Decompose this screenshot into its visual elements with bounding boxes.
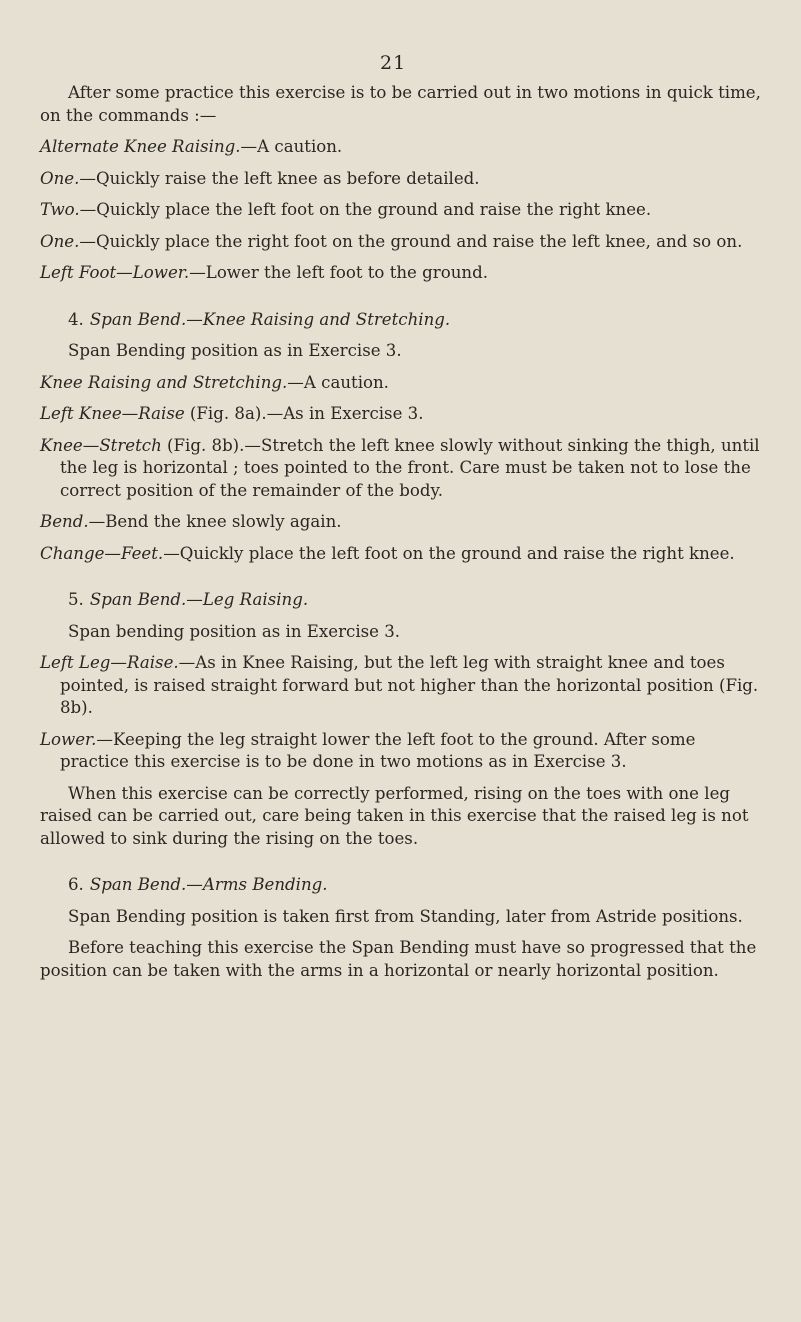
page-content xyxy=(40,82,769,982)
body-paragraph: Before teaching this exercise the Span Bending must have so progressed that the position can be taken with the arms in a horizontal or nearly horizontal position. xyxy=(40,938,757,980)
command-line xyxy=(40,511,769,534)
command-line xyxy=(40,435,769,503)
command-text: (Fig. 8a).—As in Exercise 3. xyxy=(184,404,424,423)
command-text: —Quickly place the left foot on the ground and raise the right knee. xyxy=(79,200,652,219)
section-heading-6 xyxy=(40,874,769,897)
intro-paragraph: After some practice this exercise is to be carried out in two motions in quick time, on the commands :— xyxy=(40,83,761,125)
command-text: —Quickly place the right foot on the ground and raise the left knee, and so on. xyxy=(79,231,743,251)
body-paragraph: Span Bending position is taken first from Standing, later from Astride positions. xyxy=(68,906,743,926)
section-title: Span Bend.—Arms Bending. xyxy=(89,875,328,894)
page-number: 21 xyxy=(380,52,407,74)
section-lead: Span Bending position as in Exercise 3. xyxy=(68,341,402,360)
command-line xyxy=(40,231,769,254)
command-text: —As in Knee Raising, but the left leg with straight knee and toes pointed, is raised straight forward but not higher than the horizontal position (Fig. 8b). xyxy=(60,653,759,717)
section-number: 5. xyxy=(68,590,84,609)
command-term: Bend. xyxy=(40,512,89,531)
command-text: —Bend the knee slowly again. xyxy=(88,512,342,531)
command-term: Left Foot—Lower. xyxy=(40,263,190,282)
command-term: Left Knee—Raise xyxy=(40,404,185,423)
command-text: —Quickly raise the left knee as before detailed. xyxy=(79,168,480,188)
command-line xyxy=(40,136,769,159)
command-line xyxy=(40,199,769,222)
command-term: Knee Raising and Stretching. xyxy=(40,372,288,392)
command-line xyxy=(40,403,769,426)
command-text: —Quickly place the left foot on the ground and raise the right knee. xyxy=(163,543,735,563)
section-heading-5 xyxy=(40,589,769,612)
section-title: Span Bend.—Leg Raising. xyxy=(89,590,309,609)
command-text: —A caution. xyxy=(240,137,343,156)
command-term: Change—Feet. xyxy=(40,543,164,563)
section-heading-4 xyxy=(40,309,769,332)
command-text: —A caution. xyxy=(287,372,389,392)
command-line xyxy=(40,729,769,774)
command-text: —Keeping the leg straight lower the left foot to the ground. After some practice this exercise is to be done in two motions as in Exercise 3. xyxy=(60,729,696,771)
command-term: One. xyxy=(40,168,80,188)
command-line xyxy=(40,168,769,191)
section-number: 4. xyxy=(68,309,84,329)
command-term: Two. xyxy=(40,200,80,219)
command-term: Alternate Knee Raising. xyxy=(40,137,241,156)
section-lead: Span bending position as in Exercise 3. xyxy=(68,621,401,641)
command-line xyxy=(40,543,769,566)
command-line xyxy=(40,372,769,395)
command-term: Knee—Stretch xyxy=(40,435,162,455)
command-text: —Lower the left foot to the ground. xyxy=(189,263,488,282)
command-term: One. xyxy=(40,231,80,251)
command-line xyxy=(40,262,769,285)
closing-paragraph: When this exercise can be correctly performed, rising on the toes with one leg raised can be carried out, care being taken in this exercise that the raised leg is not allowed to sink during the rising on the toes. xyxy=(40,783,749,848)
section-number: 6. xyxy=(68,875,84,894)
command-text: (Fig. 8b).—Stretch the left knee slowly without sinking the thigh, until the leg is horizontal ; toes pointed to the front. Care must be taken not to lose the correct position of the remainder of the body. xyxy=(60,435,760,500)
section-title: Span Bend.—Knee Raising and Stretching. xyxy=(89,309,451,329)
command-term: Lower. xyxy=(40,729,97,749)
command-line xyxy=(40,652,769,720)
command-term: Left Leg—Raise. xyxy=(40,653,179,672)
